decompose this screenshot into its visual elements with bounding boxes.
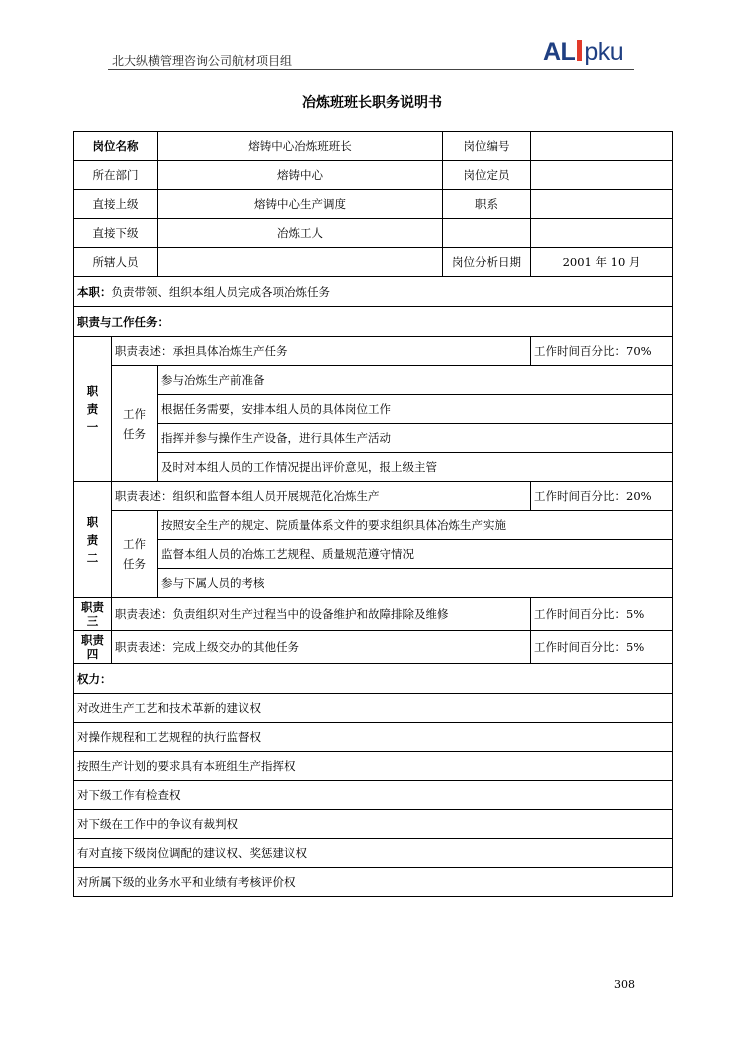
responsibility-1-label: 职责一 <box>74 337 112 482</box>
position-code-value <box>531 132 673 161</box>
page-number: 308 <box>614 978 635 991</box>
company-logo <box>543 38 623 66</box>
authority-item: 有对直接下级岗位调配的建议权、奖惩建议权 <box>74 839 673 868</box>
table-row <box>74 161 673 190</box>
grade-label: 职系 <box>443 190 531 219</box>
department-label: 所在部门 <box>74 161 158 190</box>
table-row <box>74 723 673 752</box>
authority-item: 按照生产计划的要求具有本班组生产指挥权 <box>74 752 673 781</box>
duty-summary <box>74 277 673 307</box>
duty-summary-text: 负责带领、组织本组人员完成各项冶炼任务 <box>111 284 330 299</box>
responsibility-2-task-3: 参与下属人员的考核 <box>158 569 673 598</box>
responsibility-1-task-label: 工作任务 <box>112 366 158 482</box>
table-row <box>74 190 673 219</box>
table-row <box>74 424 673 453</box>
table-row <box>74 598 673 631</box>
responsibility-2-task-label: 工作任务 <box>112 511 158 598</box>
subordinate-label: 直接下级 <box>74 219 158 248</box>
responsibility-1-task-2: 根据任务需要，安排本组人员的具体岗位工作 <box>158 395 673 424</box>
table-row <box>74 752 673 781</box>
table-row <box>74 868 673 897</box>
analysis-date-value: 2001 年 10 月 <box>531 248 673 277</box>
superior-value: 熔铸中心生产调度 <box>158 190 443 219</box>
table-row <box>74 810 673 839</box>
table-row <box>74 219 673 248</box>
table-row <box>74 540 673 569</box>
table-row <box>74 132 673 161</box>
table-row <box>74 337 673 366</box>
table-row <box>74 453 673 482</box>
logo-bar-icon <box>577 40 582 61</box>
header-company-name: 北大纵横管理咨询公司航材项目组 <box>112 54 293 68</box>
position-code-label: 岗位编号 <box>443 132 531 161</box>
job-description-table <box>73 131 673 897</box>
table-row <box>74 781 673 810</box>
subordinate-value: 冶炼工人 <box>158 219 443 248</box>
authority-heading: 权力： <box>74 664 673 694</box>
table-row <box>74 395 673 424</box>
analysis-date-label: 岗位分析日期 <box>443 248 531 277</box>
responsibility-2-task-1: 按照安全生产的规定、院质量体系文件的要求组织具体冶炼生产实施 <box>158 511 673 540</box>
logo-text-pku: pku <box>584 38 624 66</box>
table-row <box>74 511 673 540</box>
department-value: 熔铸中心 <box>158 161 443 190</box>
responsibility-2-description: 职责表述：组织和监督本组人员开展规范化冶炼生产 <box>112 482 531 511</box>
table-row <box>74 839 673 868</box>
header-divider <box>108 69 634 70</box>
responsibility-4-time: 工作时间百分比：5% <box>531 631 673 664</box>
grade-value <box>531 190 673 219</box>
document-title: 冶炼班班长职务说明书 <box>302 95 442 111</box>
authority-item: 对改进生产工艺和技术革新的建议权 <box>74 694 673 723</box>
responsibilities-heading: 职责与工作任务： <box>74 307 673 337</box>
responsibility-3-time: 工作时间百分比：5% <box>531 598 673 631</box>
authority-item: 对所属下级的业务水平和业绩有考核评价权 <box>74 868 673 897</box>
headcount-value <box>531 161 673 190</box>
table-row <box>74 277 673 307</box>
table-row <box>74 482 673 511</box>
governed-label: 所辖人员 <box>74 248 158 277</box>
responsibility-3-label: 职责 三 <box>74 598 112 631</box>
table-row <box>74 694 673 723</box>
superior-label: 直接上级 <box>74 190 158 219</box>
table-row <box>74 631 673 664</box>
table-row <box>74 366 673 395</box>
authority-item: 对操作规程和工艺规程的执行监督权 <box>74 723 673 752</box>
responsibility-1-task-4: 及时对本组人员的工作情况提出评价意见，报上级主管 <box>158 453 673 482</box>
responsibility-1-task-1: 参与冶炼生产前准备 <box>158 366 673 395</box>
table-row <box>74 569 673 598</box>
responsibility-4-label: 职责 四 <box>74 631 112 664</box>
empty-cell <box>531 219 673 248</box>
responsibility-1-description: 职责表述：承担具体冶炼生产任务 <box>112 337 531 366</box>
position-name-value: 熔铸中心冶炼班班长 <box>158 132 443 161</box>
governed-value <box>158 248 443 277</box>
duty-summary-label: 本职： <box>77 284 112 299</box>
authority-item: 对下级工作有检查权 <box>74 781 673 810</box>
responsibility-2-label: 职责二 <box>74 482 112 598</box>
authority-item: 对下级在工作中的争议有裁判权 <box>74 810 673 839</box>
responsibility-4-description: 职责表述：完成上级交办的其他任务 <box>112 631 531 664</box>
responsibility-2-task-2: 监督本组人员的冶炼工艺规程、质量规范遵守情况 <box>158 540 673 569</box>
responsibility-3-description: 职责表述：负责组织对生产过程当中的设备维护和故障排除及维修 <box>112 598 531 631</box>
logo-text-al: AL <box>543 38 576 66</box>
table-row <box>74 664 673 694</box>
responsibility-1-task-3: 指挥并参与操作生产设备，进行具体生产活动 <box>158 424 673 453</box>
position-name-label: 岗位名称 <box>74 132 158 161</box>
headcount-label: 岗位定员 <box>443 161 531 190</box>
empty-cell <box>443 219 531 248</box>
responsibility-1-time: 工作时间百分比：70% <box>531 337 673 366</box>
responsibility-2-time: 工作时间百分比：20% <box>531 482 673 511</box>
table-row <box>74 307 673 337</box>
table-row <box>74 248 673 277</box>
